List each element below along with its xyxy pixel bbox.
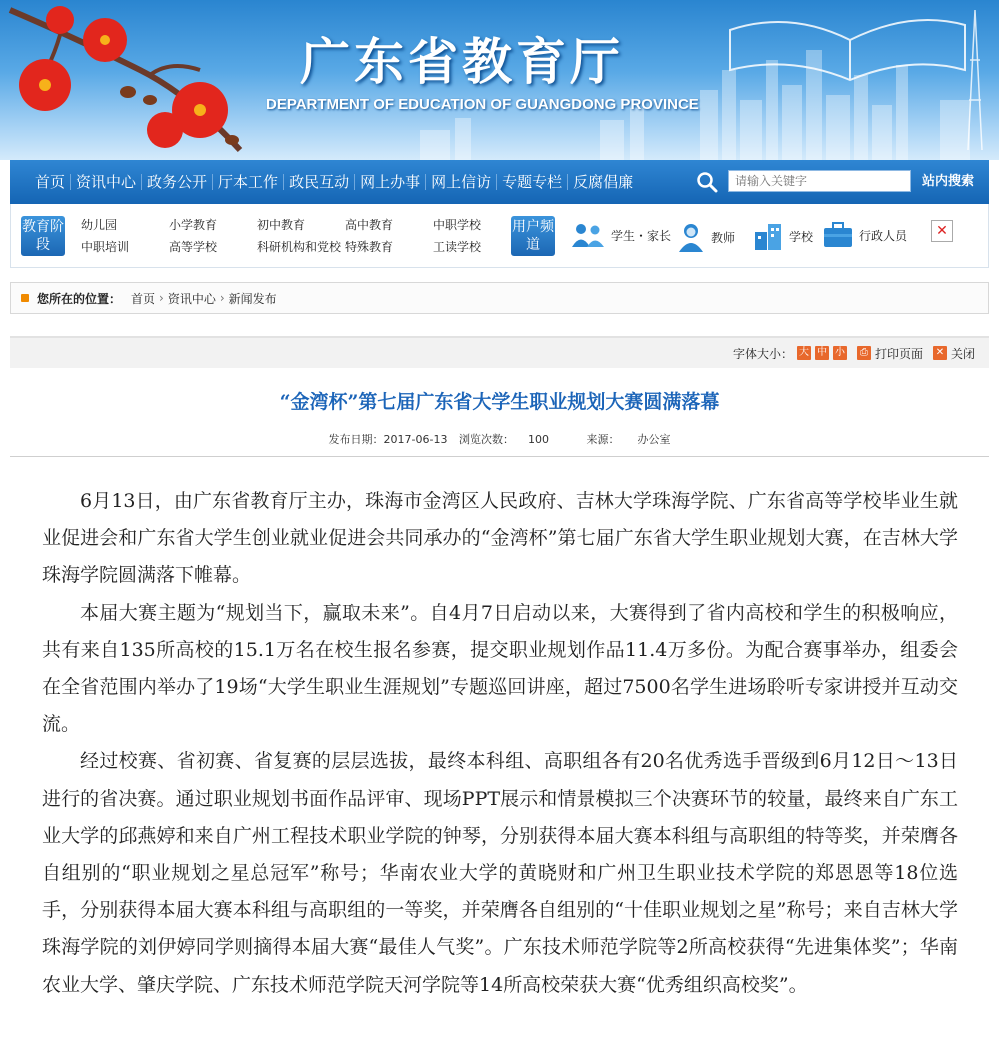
search-icon — [696, 171, 718, 193]
article-meta — [0, 431, 999, 447]
breadcrumb-item-news-release[interactable]: 新闻发布 — [228, 291, 277, 306]
article-title: “金湾杯”第七届广东省大学生职业规划大赛圆满落幕 — [279, 391, 720, 413]
print-icon: ⎙ — [857, 346, 871, 360]
article-paragraph: 6月13日，由广东省教育厅主办，珠海市金湾区人民政府、吉林大学珠海学院、广东省高等学校毕业生就业促进会和广东省大学生创业就业促进会共同承办的“金湾杯”第七届广东省大学生职业规划大赛，在吉林大学珠海学院圆满落下帷幕。 — [42, 490, 958, 587]
edu-link-research-institutes[interactable]: 科研机构和党校 — [257, 240, 342, 254]
article-toolbar — [10, 336, 989, 368]
briefcase-icon — [823, 222, 853, 248]
source-label: 来源： — [586, 433, 620, 446]
quick-links-bar — [10, 204, 989, 268]
edu-link-vocational-training[interactable]: 中职培训 — [81, 240, 130, 254]
article-paragraph: 本届大赛主题为“规划当下，赢取未来”。自4月7日启动以来，大赛得到了省内高校和学生的积极响应，共有来自135所高校的15.1万名在校生报名参赛，提交职业规划作品11.4万多份。为配合赛事举办，组委会在全省范围内举办了19场“大学生职业生涯规划”专题巡回讲座，超过7500名学生进场聆听专家讲授并互动交流。 — [42, 601, 958, 736]
user-channel-tag: 用户频道 — [511, 216, 555, 256]
close-label: 关闭 — [950, 346, 975, 361]
user-link-label: 学生・家长 — [611, 228, 672, 243]
nav-item-special-topics[interactable]: 专题专栏 — [497, 174, 568, 190]
site-subtitle: DEPARTMENT OF EDUCATION OF GUANGDONG PROVINCE — [266, 96, 699, 113]
breadcrumb-label: 您所在的位置： — [37, 291, 122, 306]
teacher-icon — [677, 222, 705, 252]
breadcrumb-item-home[interactable]: 首页 — [131, 291, 156, 306]
user-link-label: 行政人员 — [859, 228, 908, 243]
close-icon: ✕ — [933, 346, 947, 360]
font-size-small-button[interactable]: 小 — [834, 347, 845, 358]
edu-link-senior-high[interactable]: 高中教育 — [345, 218, 394, 232]
edu-link-kindergarten[interactable]: 幼儿园 — [81, 218, 118, 232]
nav-item-home[interactable]: 首页 — [30, 174, 71, 190]
user-link-label: 学校 — [789, 229, 814, 244]
article-paragraph: 经过校赛、省初赛、省复赛的层层选拔，最终本科组、高职组各有20名优秀选手晋级到6月12日～13日进行的省决赛。通过职业规划书面作品评审、现场PPT展示和情景模拟三个决赛环节的较量，最终来自广东工业大学的邱燕婷和来自广州工程技术职业学院的钟琴，分别获得本届大赛本科组与高职组的特等奖，并荣膺各自组别的“职业规划之星总冠军”称号；华南农业大学的黄晓财和广州卫生职业技术学院的郑恩恩等18位选手，分别获得本届大赛本科组与高职组的一等奖，并荣膺各自组别的“十佳职业规划之星”称号；来自吉林大学珠海学院的刘伊婷同学则摘得本届大赛“最佳人气奖”。广东技术师范学院等2所高校获得“先进集体奖”；华南农业大学、肇庆学院、广东技术师范学院天河学院等14所高校荣获大赛“优秀组织高校奖”。 — [42, 750, 958, 996]
edu-link-vocational-school[interactable]: 中职学校 — [433, 218, 482, 232]
edu-link-higher-education[interactable]: 高等学校 — [169, 240, 218, 254]
search-input[interactable] — [728, 170, 911, 192]
nav-items — [30, 160, 638, 204]
chevron-right-icon: › — [159, 291, 164, 305]
nav-item-online-services[interactable]: 网上办事 — [355, 174, 426, 190]
views-label: 浏览次数： — [458, 433, 514, 446]
edu-link-junior-high[interactable]: 初中教育 — [257, 218, 306, 232]
breadcrumb — [10, 282, 989, 314]
divider — [10, 456, 989, 457]
font-size-label: 字体大小： — [732, 346, 793, 361]
edu-link-special-education[interactable]: 特殊教育 — [345, 240, 394, 254]
edu-link-reform-school[interactable]: 工读学校 — [433, 240, 482, 254]
publish-label: 发布日期： — [328, 433, 384, 446]
user-link-administrators[interactable] — [823, 222, 907, 248]
edu-link-primary[interactable]: 小学教育 — [169, 218, 218, 232]
font-size-large-button[interactable]: 大 — [798, 347, 809, 358]
school-building-icon — [753, 222, 783, 250]
edu-stage-tag: 教育阶段 — [21, 216, 65, 256]
nav-item-government-affairs[interactable]: 政务公开 — [142, 174, 213, 190]
search-button[interactable]: 站内搜索 — [921, 174, 974, 189]
close-page-button[interactable] — [933, 345, 975, 362]
print-label: 打印页面 — [874, 346, 923, 361]
nav-item-interaction[interactable]: 政民互动 — [284, 174, 355, 190]
site-title: 广东省教育厅 — [300, 33, 624, 91]
close-icon[interactable]: ✕ — [931, 220, 953, 242]
user-link-teacher[interactable] — [677, 222, 735, 252]
print-button[interactable] — [857, 345, 923, 362]
location-marker-icon — [21, 294, 29, 302]
nav-item-department-work[interactable]: 厅本工作 — [213, 174, 284, 190]
font-size-medium-button[interactable]: 中 — [816, 347, 827, 358]
nav-item-anti-corruption[interactable]: 反腐倡廉 — [573, 173, 634, 191]
publish-date: 2017-06-13 — [383, 433, 448, 446]
user-link-school[interactable] — [753, 222, 813, 250]
article-body — [42, 483, 958, 1004]
students-parents-icon — [571, 222, 605, 248]
breadcrumb-item-news-center[interactable]: 资讯中心 — [167, 291, 216, 306]
source-value: 办公室 — [637, 433, 671, 446]
nav-item-online-petition[interactable]: 网上信访 — [426, 174, 497, 190]
header-banner — [0, 0, 999, 160]
views-count: 100 — [527, 433, 549, 446]
nav-item-news-center[interactable]: 资讯中心 — [71, 174, 142, 190]
user-link-label: 教师 — [711, 230, 736, 245]
chevron-right-icon: › — [219, 291, 225, 305]
main-nav — [10, 160, 989, 204]
edu-stage-links — [81, 214, 521, 258]
user-link-students-parents[interactable] — [571, 222, 671, 248]
